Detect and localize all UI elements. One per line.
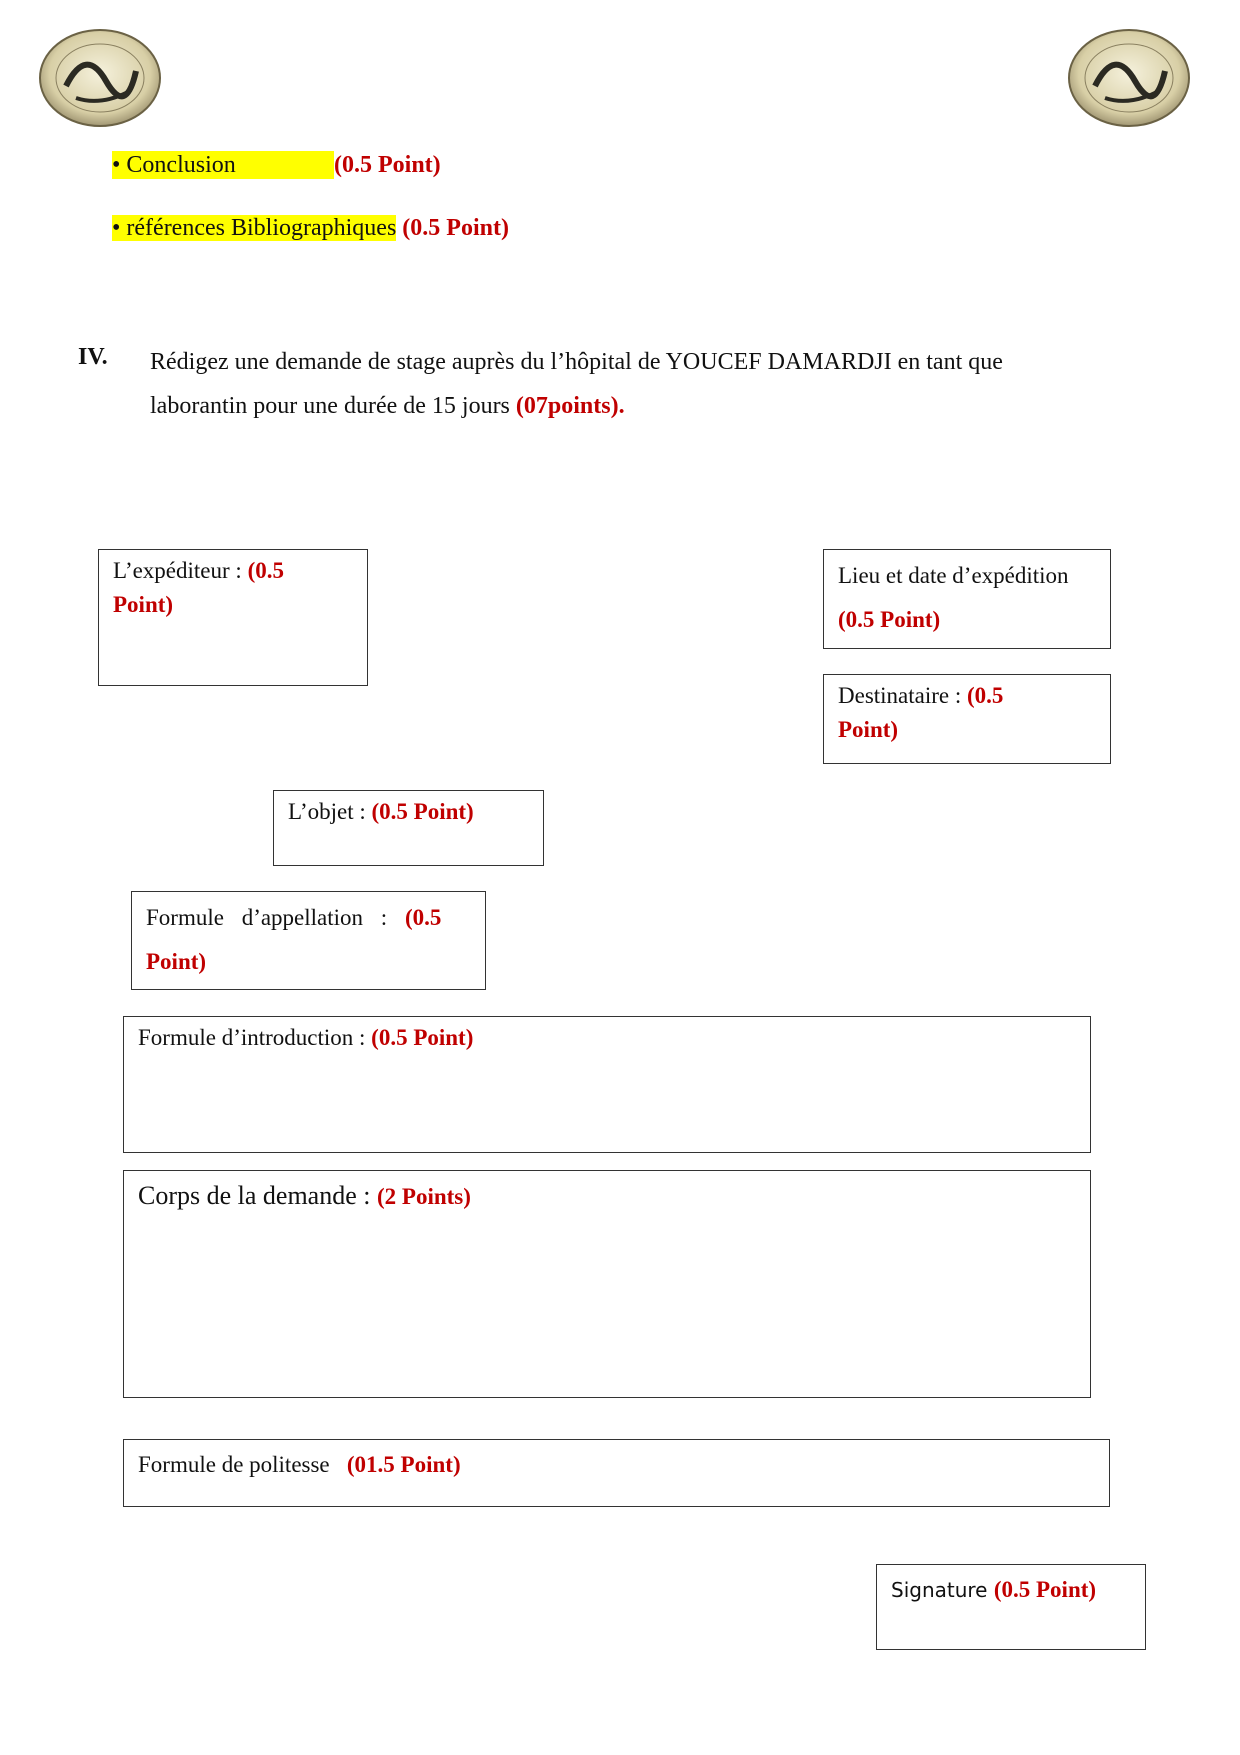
signature-label: Signature [891, 1578, 994, 1602]
politesse-points: (01.5 Point) [346, 1452, 461, 1477]
introduction-points: (0.5 Point) [371, 1025, 474, 1050]
corps-label: Corps de la demande : [138, 1181, 377, 1210]
box-lieu-date [823, 549, 1111, 649]
destinataire-label: Destinataire : [838, 683, 968, 708]
university-logo-left [36, 26, 164, 130]
expediteur-label: L’expéditeur : [113, 558, 248, 583]
box-introduction [123, 1016, 1091, 1153]
item-references [112, 214, 509, 242]
box-signature [876, 1564, 1146, 1650]
appellation-points: (0.5 Point) [146, 905, 442, 974]
corps-points: (2 Points) [377, 1184, 471, 1209]
destinataire-points: (0.5 Point) [838, 683, 1004, 742]
box-expediteur [98, 549, 368, 686]
lieu-date-label: Lieu et date d’expédition [838, 563, 1069, 588]
objet-points: (0.5 Point) [371, 799, 474, 824]
lieu-date-points: (0.5 Point) [838, 607, 941, 632]
objet-label: L’objet : [288, 799, 372, 824]
politesse-label: Formule de politesse [138, 1452, 336, 1477]
introduction-label: Formule d’introduction : [138, 1025, 372, 1050]
question-number: IV. [78, 344, 108, 370]
question-text [150, 340, 1050, 428]
question-points: (07points). [515, 393, 625, 419]
university-logo-right [1065, 26, 1193, 130]
box-politesse [123, 1439, 1110, 1507]
item-references-label: • références Bibliographiques [112, 215, 397, 241]
box-corps [123, 1170, 1091, 1398]
item-conclusion [112, 151, 441, 179]
signature-points: (0.5 Point) [993, 1577, 1097, 1602]
item-references-points: (0.5 Point) [402, 215, 509, 241]
item-conclusion-label: • Conclusion [112, 151, 334, 179]
item-conclusion-points: (0.5 Point) [334, 152, 441, 178]
question-body: Rédigez une demande de stage auprès du l’hôpital de YOUCEF DAMARDJI en tant que laborantin pour une durée de 15 jours [150, 349, 1003, 419]
expediteur-points: (0.5 Point) [113, 558, 284, 617]
box-objet [273, 790, 544, 866]
box-destinataire [823, 674, 1111, 764]
appellation-label: Formule d’appellation : [146, 905, 405, 930]
box-appellation [131, 891, 486, 990]
